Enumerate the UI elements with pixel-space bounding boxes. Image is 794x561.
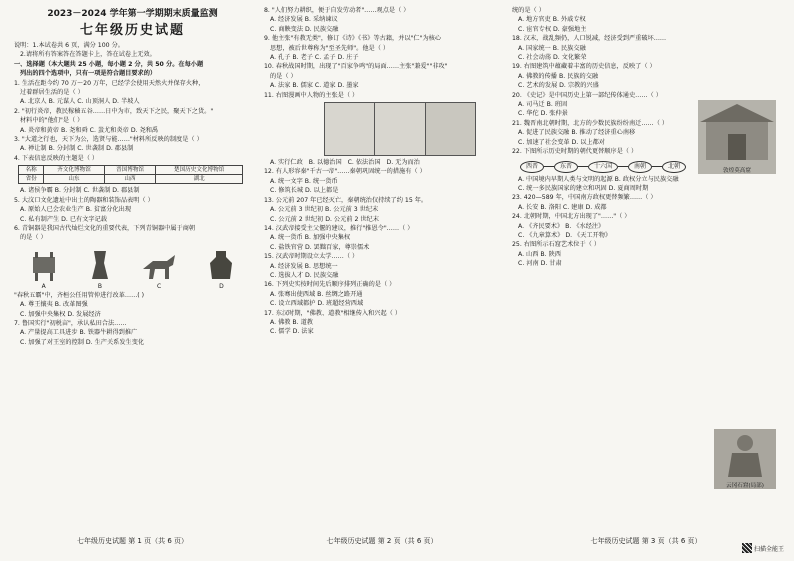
page-footer: 七年级历史试题 第 3 页（共 6 页） (590, 537, 702, 545)
option: D. 无为而治 (386, 159, 420, 167)
options-line: C. 加强了对王室的控制 D. 生产关系发生变化 (20, 338, 145, 346)
options-line: C. 河南 D. 甘肃 (518, 260, 562, 268)
table-cell: 省份 (19, 175, 44, 184)
question-line: 的是（ ） (20, 234, 47, 242)
photo-caption: 云冈石窟(局部) (726, 483, 764, 490)
column-1 (14, 6, 251, 546)
question-line: 8. "人们努力耕织，便于自发劳动者"……观点是（ ） (264, 7, 410, 14)
bronze-image-d (204, 249, 238, 291)
options-line: A. 佛教 B. 道教 (270, 318, 313, 326)
options-line: A. 原始人已会农业生产 B. 贫富分化出现 (20, 206, 132, 214)
image-label: D (219, 282, 224, 290)
flow-node: 十六国 (588, 161, 618, 173)
flow-node: 东晋 (554, 161, 578, 173)
question-line: 4. 下表信息反映的主题是（ ） (14, 154, 99, 162)
image-label: B (97, 282, 102, 290)
table-cell: 楚国历史文化博物馆 (156, 166, 243, 175)
comic-panel (325, 103, 375, 155)
note-line: 2.请将所有答案答在答题卡上，答在试卷上无效。 (20, 51, 156, 59)
image-label: C (157, 282, 162, 290)
qr-icon (742, 543, 752, 553)
options-line: C. 私有制产生 D. 已有文字记载 (20, 215, 107, 223)
question-line: 15. 汉武帝时期设立太学……（ ） (264, 253, 359, 261)
bronze-images (14, 245, 251, 291)
options-line: A. 山西 B. 陕西 (518, 250, 561, 258)
options-line: A. 佛教的传播 B. 民族的交融 (518, 72, 599, 80)
question-line: 6. 青铜器是我国古代灿烂文化的重要代表，下列青铜器中属于商朝 (14, 224, 196, 232)
options-line (264, 158, 500, 167)
options-line: C. 设立西域都护 D. 班超经营西域 (270, 300, 364, 308)
question-line: 1. 生活在距今约 70 万～20 万年，已经学会使用天然火并保存火种， (14, 79, 205, 87)
exam-title: 七年级历史试题 (79, 23, 185, 38)
scanner-watermark (742, 543, 784, 553)
comic-panel (375, 103, 425, 155)
options-line: A. 《齐民要术》 B. 《水经注》 (518, 222, 605, 230)
question-line: 9. 他主张"有教无类"，修订《诗》《书》等古籍，并以"仁"为核心 (264, 35, 442, 43)
photo-caption: 敦煌莫高窟 (723, 168, 751, 175)
archway-icon (698, 100, 776, 164)
table-row (19, 166, 243, 175)
options-line: A. 统一文字 B. 统一货币 (270, 177, 338, 185)
flow-arrow (652, 166, 662, 167)
question-line: 13. 公元前 207 年已经灭亡，秦朝统治仅持续了约 15 年。 (264, 196, 428, 204)
question-line: 材料中的"他们"是（ ） (20, 117, 84, 125)
question-line: 22. 下图所示历史时期的朝代更替顺序是（ ） (512, 148, 638, 156)
options-line: A. 法家 B. 儒家 C. 道家 D. 墨家 (270, 82, 359, 90)
question-line: 25. 右图所示石窟艺术位于（ ） (512, 241, 601, 249)
table-cell: 晋国博物馆 (104, 166, 156, 175)
question-line: 的是（ ） (270, 72, 297, 80)
options-line: C. 商鞅变法 D. 民族交融 (270, 25, 339, 33)
question-line: "春秋五霸"中，齐桓公任用管仲进行改革……( ) (14, 291, 145, 299)
bronze-horse-icon (139, 249, 179, 283)
options-line: A. 孔子 B. 老子 C. 孟子 D. 庄子 (270, 54, 359, 62)
question-line: 过着群居生活的是（ ） (20, 89, 84, 97)
question-line: 14. 汉武帝接受主父偃的建议，推行"推恩令"……（ ） (264, 224, 414, 232)
question-line: 24. 北朝时期，中国北方出现了"……"（ ） (512, 213, 631, 221)
options-line: C. 华佗 D. 张仲景 (518, 110, 568, 118)
table-cell: 名称 (19, 166, 44, 175)
question-line: 2. "初行炎帝，教民稼穑五谷……日中为市，致天下之民，聚天下之货。" (14, 107, 214, 115)
image-label: A (41, 282, 46, 290)
options-line: A. 禅让制 B. 分封制 C. 世袭制 D. 郡县制 (20, 145, 134, 153)
options-line: A. 诸侯争霸 B. 分封制 C. 世袭制 D. 郡县制 (20, 187, 140, 195)
comic-illustration (324, 102, 476, 156)
section-heading: 一、选择题（本大题共 25 小题，每小题 2 分，共 50 分。在每小题 (14, 60, 204, 68)
note-line: 说明：1.本试卷共 6 页，满分 100 分。 (14, 42, 124, 49)
table-cell: 山东 (44, 175, 104, 184)
flow-arrow (578, 166, 588, 167)
buddha-statue-icon (714, 429, 776, 479)
options-line: A. 产量提高工具进步 B. 铁器牛耕得到推广 (20, 329, 138, 337)
options-line: C. 修筑长城 D. 以上都是 (270, 187, 339, 195)
bronze-image-b (86, 249, 114, 291)
question-line: 12. 有人形容秦"千古一帝"……秦朝巩固统一的措施有（ ） (264, 168, 426, 176)
section-heading: 列出的四个选项中，只有一项是符合题目要求的） (20, 70, 157, 78)
options-line: A. 促进了民族交融 B. 推动了经济重心南移 (518, 129, 636, 137)
question-line: 21. 魏晋南北朝时期，北方的少数民族纷纷南迁……（ ） (512, 119, 669, 127)
flow-node: 北朝 (662, 161, 686, 173)
page-footer: 七年级历史试题 第 2 页（共 6 页） (326, 537, 438, 545)
comic-panel (426, 103, 475, 155)
options-line: A. 经济发展 B. 采纳谏议 (270, 16, 338, 24)
options-line: A. 统一货币 B. 加强中央集权 (270, 234, 351, 242)
question-line: 19. 右图建筑中蕴藏着丰富的历史信息，反映了（ ） (512, 63, 656, 71)
page-footer: 七年级历史试题 第 1 页（共 6 页） (76, 537, 189, 545)
options-line: C. 公元前 2 世纪初 D. 公元前 2 世纪末 (270, 215, 379, 223)
options-line: C. 宦官专权 D. 豪强地主 (518, 25, 587, 33)
options-line: C. 加强中央集权 D. 发展经济 (20, 310, 101, 318)
question-line: 18. 汉末，战乱频仍，人口锐减，经济受到严重破坏…… (512, 35, 667, 43)
options-line: C. 加速了社会变革 D. 以上都对 (518, 138, 605, 146)
options-line: A. 中国境内早期人类与文明的起源 B. 政权分立与民族交融 (518, 175, 679, 183)
options-line: A. 北京人 B. 元谋人 C. 山顶洞人 D. 半坡人 (20, 98, 140, 106)
table-cell: 齐文化博物馆 (44, 166, 104, 175)
options-line: C. 艺术的发展 D. 宗教的兴盛 (518, 82, 599, 90)
options-line: A. 地方官吏 B. 外戚专权 (518, 16, 586, 24)
exam-header: 2023－2024 学年第一学期期末质量监测 (47, 9, 218, 19)
flow-arrow (544, 166, 554, 167)
flow-arrow (618, 166, 628, 167)
bronze-vessel-icon (86, 249, 114, 283)
question-line: 3. "大道之行也，天下为公，选贤与能……"材料所反映的制度是（ ） (14, 136, 203, 144)
scanner-label: 扫描全能王 (753, 545, 784, 553)
info-table (18, 165, 243, 184)
options-line: A. 尊王攘夷 B. 改革图强 (20, 301, 88, 309)
question-line: 7. 鲁国实行"初税亩"，承认私田合法…… (14, 319, 127, 327)
question-line: 10. 春秋战国时期，出现了"百家争鸣"的局面……主张"兼爱""非攻" (264, 63, 448, 71)
options-line: A. 国家统一 B. 民族交融 (518, 44, 586, 52)
building-photo (698, 100, 776, 174)
options-line: A. 经济发展 B. 思想统一 (270, 262, 338, 270)
options-line: C. 社会动荡 D. 文化繁荣 (518, 54, 587, 62)
table-cell: 山西 (104, 175, 156, 184)
options-line: C. 盐铁官营 D. 罢黜百家，尊崇儒术 (270, 243, 370, 251)
flow-node: 西晋 (520, 161, 544, 173)
options-line: A. 公元前 3 世纪初 B. 公元前 3 世纪末 (270, 206, 379, 214)
grotto-photo (714, 429, 776, 489)
options-line: C. 《九章算术》 D. 《天工开物》 (518, 231, 612, 239)
option: B. 以德治国 (308, 159, 342, 167)
bronze-image-c (139, 249, 179, 291)
bronze-ding-icon (27, 249, 61, 283)
options-line: C. 选拔人才 D. 民族交融 (270, 271, 339, 279)
question-line: 20. 《史记》是中国历史上第一部纪传体通史……（ ） (512, 91, 662, 99)
question-line: 17. 东汉时期，"佛教、道教"相继传入和兴起（ ） (264, 309, 402, 317)
flow-node: 南朝 (628, 161, 652, 173)
question-line: 23. 420—589 年，中国南方政权更替频繁……（ ） (512, 194, 657, 202)
options-line: A. 司马迁 B. 班固 (518, 101, 568, 109)
question-line: 11. 右图漫画中人物的主张是（ ） (264, 91, 359, 99)
options-line: C. 儒学 D. 法家 (270, 328, 314, 336)
options-line: A. 炎帝和黄帝 B. 尧和舜 C. 蚩尤和炎帝 D. 尧和禹 (20, 126, 159, 134)
column-3 (512, 6, 780, 546)
bronze-image-a (27, 249, 61, 291)
option: C. 依法治国 (347, 159, 381, 167)
table-row (19, 175, 243, 184)
column-2 (264, 6, 500, 546)
bronze-vase-icon (204, 249, 238, 283)
table-cell: 湖北 (156, 175, 243, 184)
question-line: 16. 下列史实按时间先后顺序排列正确的是（ ） (264, 281, 396, 289)
options-line: C. 统一多民族国家的建立和巩固 D. 夏商周时期 (518, 184, 649, 192)
options-line: A. 长安 B. 洛阳 C. 建康 D. 成都 (518, 203, 607, 211)
options-line: A. 张骞出使西域 B. 丝绸之路开通 (270, 290, 363, 298)
question-line: 统的是（ ） (512, 7, 545, 14)
option: A. 实行仁政 (270, 159, 303, 167)
question-line: 5. 大汶口文化遗址中出土的陶器和装饰品表明（ ） (14, 196, 154, 204)
question-line: 思想，被后世尊称为"至圣先师"。他是（ ） (270, 44, 390, 52)
